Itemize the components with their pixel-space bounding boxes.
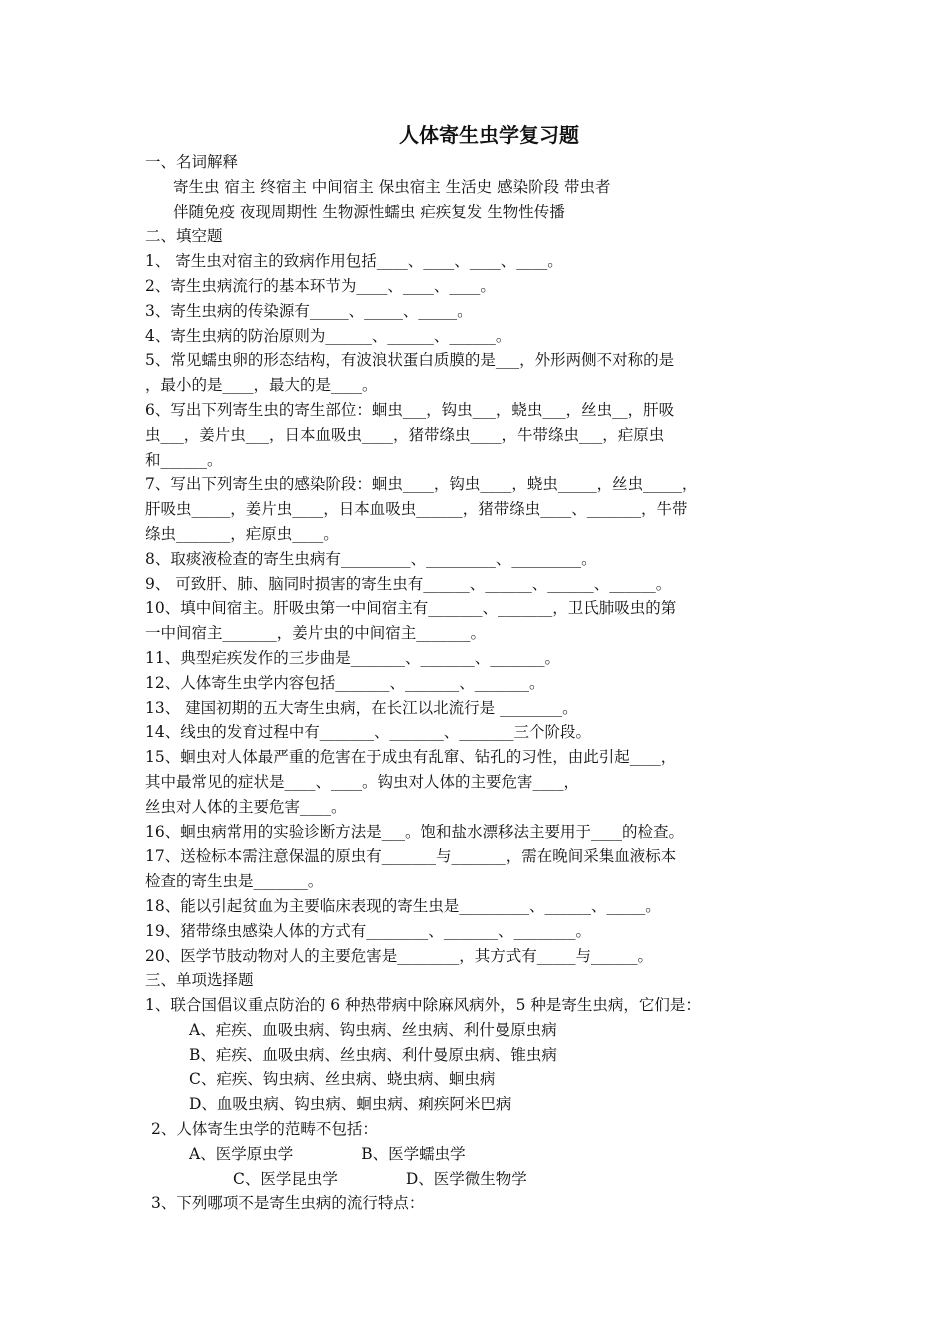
section-heading-definitions: 一、名词解释 xyxy=(145,153,239,171)
choice-option-a: A、医学原虫学 xyxy=(189,1144,294,1163)
question-line: 肝吸虫_____，姜片虫____，日本血吸虫______，猪带绦虫____、_______，牛带 xyxy=(145,500,688,519)
question-line: 6、写出下列寄生虫的寄生部位：蛔虫___，钩虫___，蛲虫___，丝虫__，肝吸 xyxy=(145,400,675,419)
question-line: 2、寄生虫病流行的基本环节为____、____、____。 xyxy=(145,276,496,295)
question-line: 检查的寄生虫是_______。 xyxy=(145,872,324,891)
question-line: 5、常见蠕虫卵的形态结构，有波浪状蛋白质膜的是___，外形两侧不对称的是 xyxy=(145,351,675,370)
section-heading-fill-blank: 二、填空题 xyxy=(145,227,223,246)
question-line: 丝虫对人体的主要危害____。 xyxy=(145,797,347,816)
question-stem: 1、联合国倡议重点防治的 6 种热带病中除麻风病外，5 种是寄生虫病，它们是： xyxy=(145,996,701,1015)
question-line: ，最小的是____，最大的是____。 xyxy=(145,376,378,395)
choice-option-b: B、医学蠕虫学 xyxy=(361,1144,466,1163)
question-line: 一中间宿主_______，姜片虫的中间宿主_______。 xyxy=(145,624,487,643)
question-line: 4、寄生虫病的防治原则为______、______、______。 xyxy=(145,326,512,345)
question-line: 1、 寄生虫对宿主的致病作用包括____、____、____、____。 xyxy=(145,252,563,271)
section-heading-single-choice: 三、单项选择题 xyxy=(145,971,254,990)
page-title: 人体寄生虫学复习题 xyxy=(399,123,579,147)
question-line: 15、蛔虫对人体最严重的危害在于成虫有乱窜、钻孔的习性，由此引起____， xyxy=(145,748,677,767)
question-line: 9、 可致肝、肺、脑同时损害的寄生虫有______、______、______、______。 xyxy=(145,574,672,593)
question-line: 10、填中间宿主。肝吸虫第一中间宿主有_______、_______，卫氏肺吸虫的第 xyxy=(145,599,677,618)
question-line: 8、取痰液检查的寄生虫病有_________、_________、_________。 xyxy=(145,549,597,568)
choice-option-a: A、疟疾、血吸虫病、钩虫病、丝虫病、利什曼原虫病 xyxy=(189,1020,557,1039)
fill-blank-questions xyxy=(145,249,825,968)
question-stem: 3、下列哪项不是寄生虫病的流行特点： xyxy=(151,1194,425,1213)
question-line: 和______。 xyxy=(145,450,223,469)
choice-option-d: D、医学微生物学 xyxy=(405,1169,527,1188)
choice-option-d: D、血吸虫病、钩虫病、蛔虫病、痢疾阿米巴病 xyxy=(189,1095,512,1114)
document-page xyxy=(145,120,825,1216)
choice-option-c: C、医学昆虫学 xyxy=(233,1169,338,1188)
question-line: 虫___，姜片虫___，日本血吸虫____，猪带绦虫____，牛带绦虫___，疟原虫 xyxy=(145,425,665,444)
question-line: 20、医学节肢动物对人的主要危害是________，其方式有_____与______。 xyxy=(145,946,653,965)
question-line: 其中最常见的症状是____、____。钩虫对人体的主要危害____， xyxy=(145,772,580,791)
question-line: 12、人体寄生虫学内容包括_______、_______、_______。 xyxy=(145,673,545,692)
question-line: 3、寄生虫病的传染源有_____、_____、_____。 xyxy=(145,301,473,320)
choice-option-c: C、疟疾、钩虫病、丝虫病、蛲虫病、蛔虫病 xyxy=(189,1070,496,1089)
question-line: 11、典型疟疾发作的三步曲是_______、_______、_______。 xyxy=(145,648,560,667)
question-line: 绦虫_______，疟原虫____。 xyxy=(145,524,339,543)
question-line: 16、蛔虫病常用的实验诊断方法是___。饱和盐水漂移法主要用于____的检查。 xyxy=(145,822,684,841)
question-line: 17、送检标本需注意保温的原虫有_______与_______，需在晚间采集血液标本 xyxy=(145,847,677,866)
question-line: 14、线虫的发育过程中有_______、_______、_______三个阶段。 xyxy=(145,723,591,742)
choice-row xyxy=(145,1167,825,1192)
question-stem: 2、人体寄生虫学的范畴不包括： xyxy=(151,1120,378,1139)
terms-line: 伴随免疫 夜现周期性 生物源性蠕虫 疟疾复发 生物性传播 xyxy=(173,202,565,221)
choice-row xyxy=(145,1142,825,1167)
question-line: 19、猪带绦虫感染人体的方式有________、_______、________。 xyxy=(145,921,591,940)
terms-line: 寄生虫 宿主 终宿主 中间宿主 保虫宿主 生活史 感染阶段 带虫者 xyxy=(173,177,611,196)
choice-option-b: B、疟疾、血吸虫病、丝虫病、利什曼原虫病、锥虫病 xyxy=(189,1045,557,1064)
question-line: 13、 建国初期的五大寄生虫病，在长江以北流行是 ________。 xyxy=(145,698,578,717)
question-line: 7、写出下列寄生虫的感染阶段：蛔虫____，钩虫____，蛲虫_____，丝虫_____， xyxy=(145,475,698,494)
question-line: 18、能以引起贫血为主要临床表现的寄生虫是_________、______、_____。 xyxy=(145,896,661,915)
